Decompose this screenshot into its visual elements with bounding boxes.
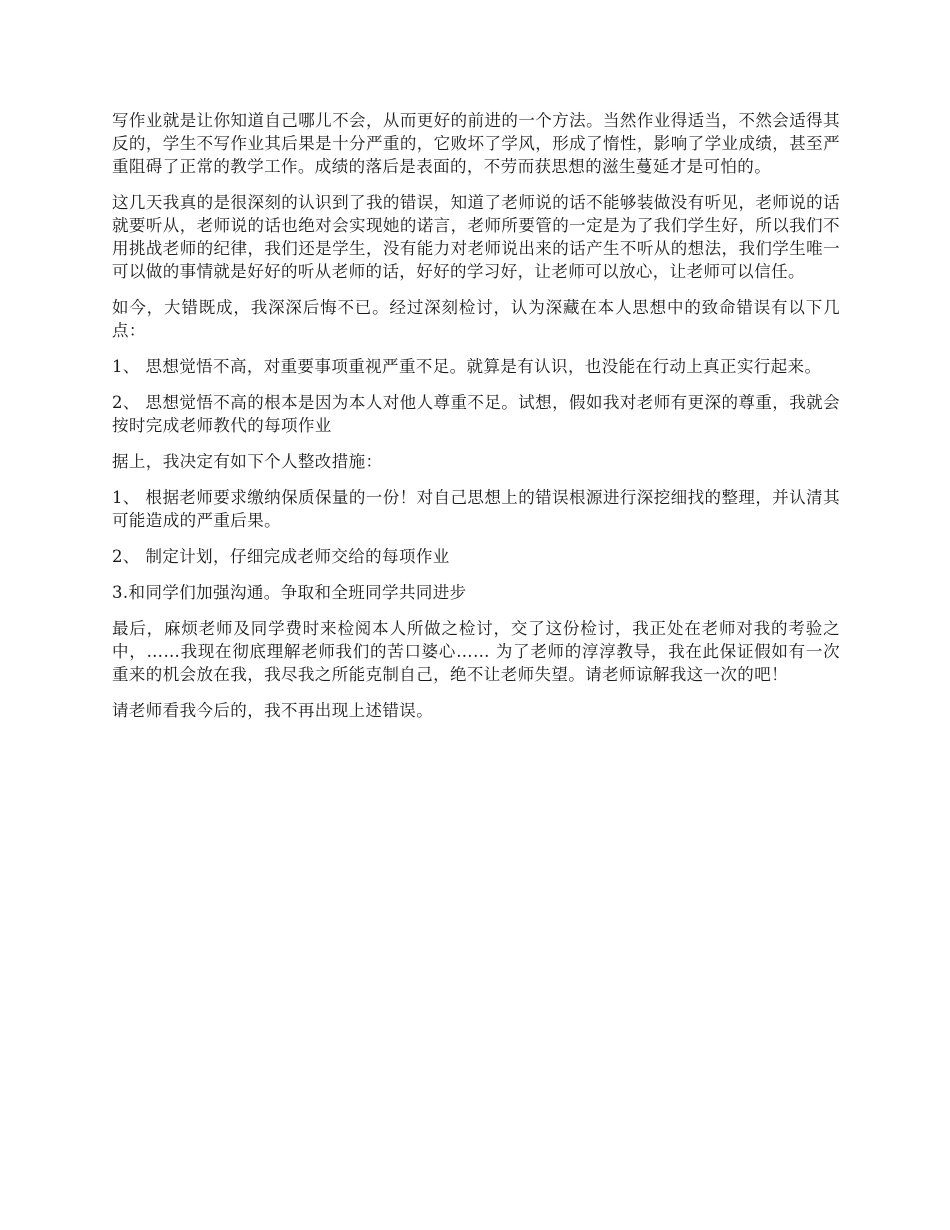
- paragraph-4: 1、 思想觉悟不高，对重要事项重视严重不足。就算是有认识，也没能在行动上真正实行起来。: [112, 357, 822, 376]
- paragraph-1: 写作业就是让你知道自己哪儿不会，从而更好的前进的一个方法。当然作业得适当，不然会适得其反的，学生不写作业其后果是十分严重的，它败坏了学风，形成了惰性，影响了学业成绩，甚至严重阻碍了正常的教学工作。成绩的落后是表面的，不劳而获思想的滋生蔓延才是可怕的。: [112, 111, 840, 176]
- paragraph-5: 2、 思想觉悟不高的根本是因为本人对他人尊重不足。试想，假如我对老师有更深的尊重，我就会按时完成老师教代的每项作业: [112, 393, 840, 435]
- paragraph-10: 最后，麻烦老师及同学费时来检阅本人所做之检讨，交了这份检讨，我正处在老师对我的考验之中，……我现在彻底理解老师我们的苦口婆心…… 为了老师的淳淳教导，我在此保证假如有一次重来的机会放在我，我尽我之所能克制自己，绝不让老师失望。请老师谅解我这一次的吧！: [112, 619, 840, 684]
- paragraph-2: 这几天我真的是很深刻的认识到了我的错误，知道了老师说的话不能够装做没有听见，老师说的话就要听从，老师说的话也绝对会实现她的诺言，老师所要管的一定是为了我们学生好，所以我们不用挑战老师的纪律，我们还是学生，没有能力对老师说出来的话产生不听从的想法，我们学生唯一可以做的事情就是好好的听从老师的话，好好的学习好，让老师可以放心，让老师可以信任。: [112, 193, 840, 281]
- paragraph-6: 据上，我决定有如下个人整改措施：: [112, 452, 383, 471]
- paragraph-8: 2、 制定计划，仔细完成老师交给的每项作业: [112, 547, 450, 566]
- paragraph-7: 1、 根据老师要求缴纳保质保量的一份！对自己思想上的错误根源进行深挖细找的整理，并认清其可能造成的严重后果。: [112, 488, 840, 530]
- paragraph-11: 请老师看我今后的，我不再出现上述错误。: [112, 701, 434, 720]
- paragraph-9: 3.和同学们加强沟通。争取和全班同学共同进步: [112, 583, 467, 602]
- paragraph-3: 如今，大错既成，我深深后悔不已。经过深刻检讨，认为深藏在本人思想中的致命错误有以下几点：: [112, 298, 840, 340]
- document-body: [112, 109, 840, 735]
